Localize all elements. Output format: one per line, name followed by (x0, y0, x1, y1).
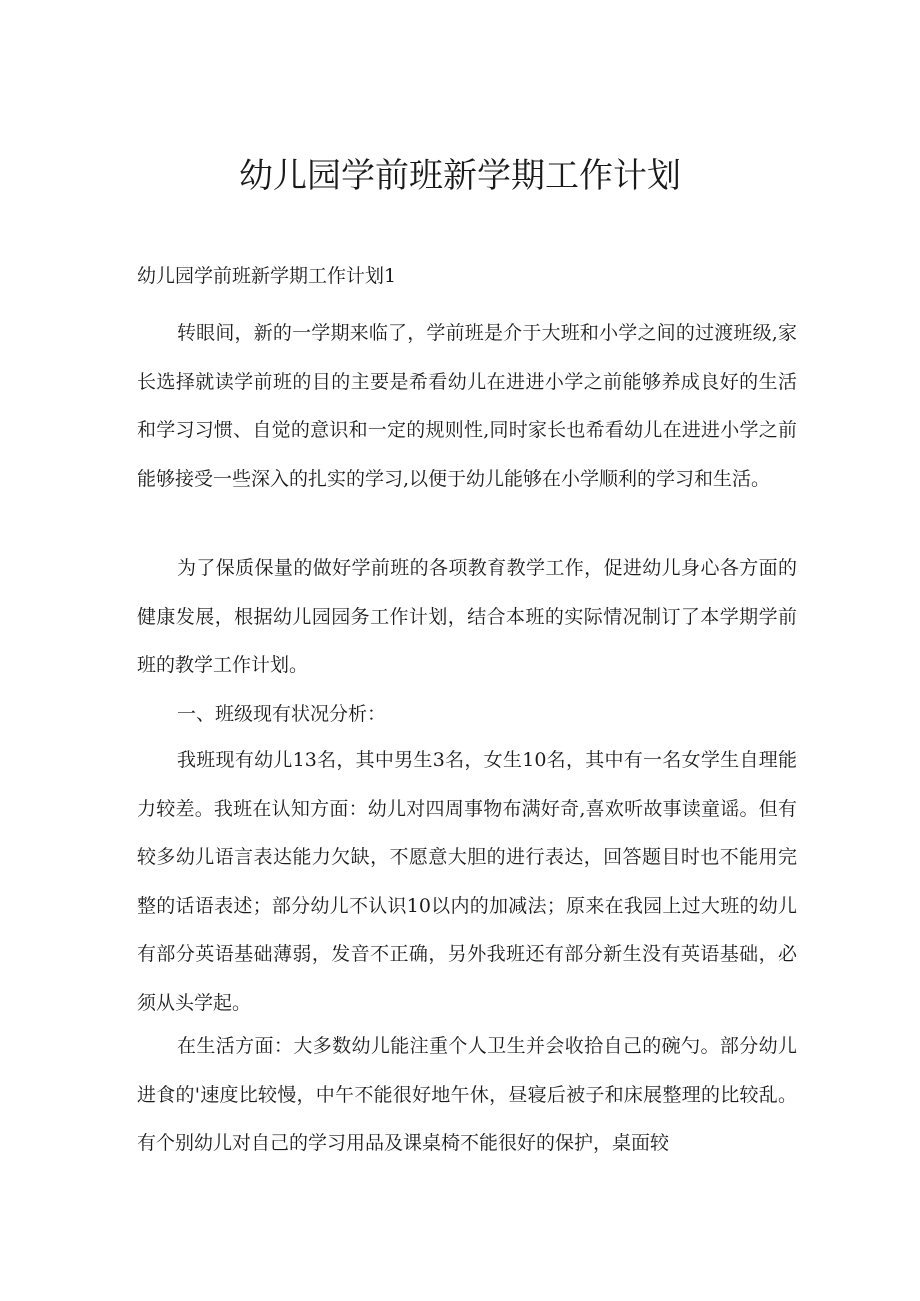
paragraph-class-analysis: 我班现有幼儿13名，其中男生3名，女生10名，其中有一名女学生自理能力较差。我班在认知方面：幼儿对四周事物布满好奇,喜欢听故事读童谣。但有较多幼儿语言表达能力欠缺，不愿意大胆的进行表达，回答题目时也不能用完整的话语表述；部分幼儿不认识10以内的加减法；原来在我园上过大班的幼儿有部分英语基础薄弱，发音不正确，另外我班还有部分新生没有英语基础，必须从头学起。 (137, 749, 797, 1014)
paragraph-intro: 转眼间，新的一学期来临了，学前班是介于大班和小学之间的过渡班级,家长选择就读学前班的目的主要是希看幼儿在进进小学之前能够养成良好的生活和学习习惯、自觉的意识和一定的规则性,同时家长也希看幼儿在进进小学之前能够接受一些深入的扎实的学习,以便于幼儿能够在小学顺利的学习和生活。 (137, 322, 797, 490)
paragraph-daily-life: 在生活方面：大多数幼儿能注重个人卫生并会收拾自己的碗勺。部分幼儿进食的'速度比较慢，中午不能很好地午休，昼寝后被子和床展整理的比较乱。有个别幼儿对自己的学习用品及课桌椅不能很好的保护，桌面较 (137, 1035, 797, 1154)
paragraph-purpose: 为了保质保量的做好学前班的各项教育教学工作，促进幼儿身心各方面的健康发展，根据幼儿园园务工作计划，结合本班的实际情况制订了本学期学前班的教学工作计划。 (137, 557, 797, 676)
section-heading-class-analysis: 一、班级现有状况分析： (177, 703, 387, 725)
section-subtitle: 幼儿园学前班新学期工作计划1 (137, 265, 397, 287)
page-title: 幼儿园学前班新学期工作计划 (239, 156, 681, 196)
